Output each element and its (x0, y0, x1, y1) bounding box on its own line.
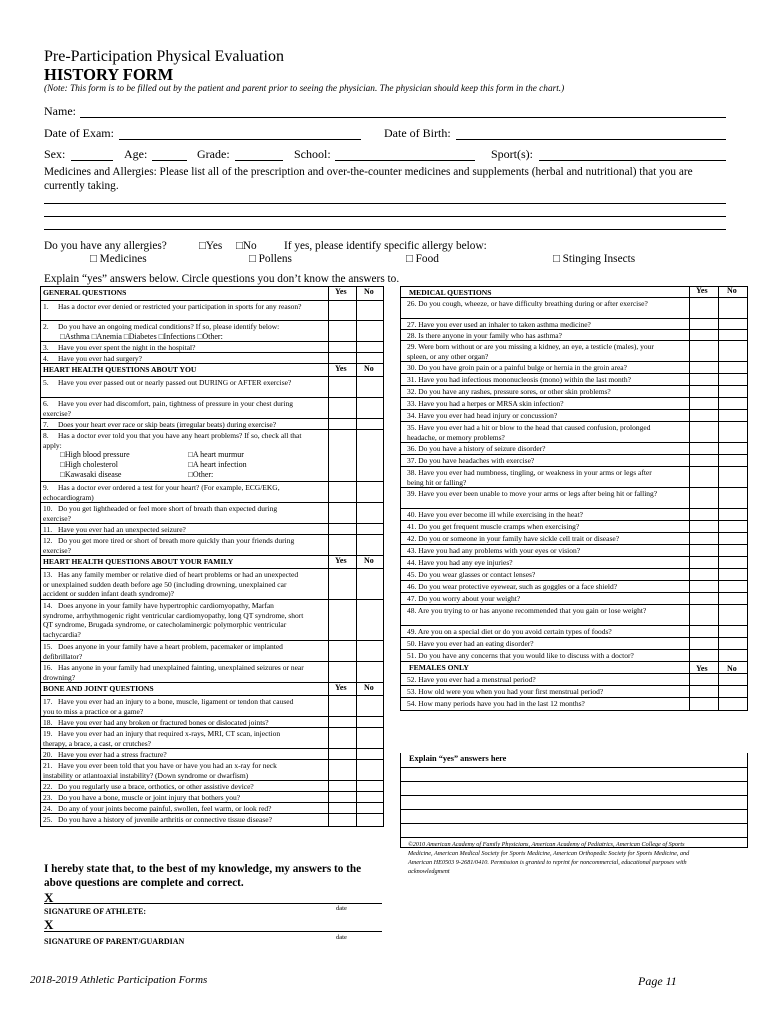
question-row[interactable]: 50. Have you ever had an eating disorder? (401, 638, 747, 650)
copyright-note: ©2010 American Academy of Family Physicians, American Academy of Pediatrics, American College of Sports Medicine, American Medical Society for Sports Medicine, American Orthopedic Society for Sports Medicine, and American HE0503 9-2681/0410. Permission is granted to reprint for noncommercial, educational purposes with acknowledgment (408, 841, 690, 875)
explain-line[interactable] (401, 782, 747, 796)
question-row[interactable]: 39. Have you ever been unable to move your arms or legs after being hit or falling? (401, 488, 747, 509)
form-note: (Note: This form is to be filled out by the patient and parent prior to seeing the physician. The physician should keep this form in the chart.) (44, 84, 565, 94)
question-row[interactable]: 48. Are you trying to or has anyone recommended that you gain or lose weight? (401, 605, 747, 626)
explain-intro: Explain “yes” answers below. Circle questions you don’t know the answers to. (44, 273, 400, 285)
question-row[interactable]: 49. Are you on a special diet or do you avoid certain types of foods? (401, 626, 747, 638)
explain-line[interactable] (401, 824, 747, 838)
athlete-date-label: date (336, 905, 347, 912)
question-row[interactable]: 53. How old were you when you had your first menstrual period? (401, 686, 747, 698)
question-row[interactable]: 16. Has anyone in your family had unexplained fainting, unexplained seizures or near drowning? (41, 662, 383, 683)
question-row[interactable]: 28. Is there anyone in your family who has asthma? (401, 330, 747, 341)
heart-you-header: HEART HEALTH QUESTIONS ABOUT YOU Yes No (41, 364, 383, 377)
yes-label: Yes (335, 287, 347, 296)
age-label: Age: (124, 147, 148, 161)
no-label: No (364, 287, 374, 296)
heart-infection-checkbox[interactable]: □A heart infection (188, 460, 247, 470)
question-row[interactable]: 2. Do you have an ongoing medical conditions? If so, please identify below: □Asthma □Anemia □Diabetes □Infections □Other: (41, 321, 383, 342)
question-row[interactable]: 20. Have you ever had a stress fracture? (41, 749, 383, 760)
sports-field[interactable] (539, 146, 726, 161)
question-row[interactable]: 15. Does anyone in your family have a heart problem, pacemaker or implanted defibrillator? (41, 641, 383, 662)
question-row[interactable]: 43. Have you had any problems with your eyes or vision? (401, 545, 747, 557)
question-row[interactable]: 22. Do you regularly use a brace, orthotics, or other assistive device? (41, 781, 383, 792)
explain-line[interactable] (401, 796, 747, 810)
name-label: Name: (44, 104, 76, 118)
right-questions-table (400, 286, 748, 711)
question-row[interactable]: 31. Have you had infectious mononucleosis (mono) within the last month? (401, 374, 747, 386)
females-header: FEMALES ONLY Yes No (401, 662, 747, 674)
sports-label: Sport(s): (491, 147, 533, 161)
question-row[interactable]: 21. Have you ever been told that you have or have you had an x-ray for neck instability or atlantoaxial instability? (Down syndrome or dwarfism) (41, 760, 383, 781)
medicines-prompt: Medicines and Allergies: Please list all of the prescription and over-the-counter medicines and supplements (herbal and nutritional) that you are currently taking. (44, 166, 693, 192)
allergy-specify-label: If yes, please identify specific allergy below: (284, 240, 487, 252)
allergy-medicines-checkbox[interactable]: □ Medicines (90, 253, 147, 265)
cholesterol-checkbox[interactable]: □High cholesterol (60, 460, 118, 470)
question-row[interactable]: 54. How many periods have you had in the last 12 months? (407, 699, 585, 708)
kawasaki-checkbox[interactable]: □Kawasaki disease (60, 470, 122, 480)
question-row[interactable]: 24. Do any of your joints become painful, swollen, feel warm, or look red? (41, 803, 383, 814)
question-row[interactable]: 52. Have you ever had a menstrual period? (401, 674, 747, 686)
question-row[interactable]: 7. Does your heart ever race or skip beats (irregular beats) during exercise? (41, 419, 383, 430)
question-row[interactable]: 40. Have you ever become ill while exercising in the heat? (401, 509, 747, 521)
name-field[interactable] (80, 103, 726, 118)
sex-label: Sex: (44, 147, 66, 161)
parent-signature-line[interactable] (44, 931, 382, 932)
question-row[interactable]: 26. Do you cough, wheeze, or have difficulty breathing during or after exercise? (401, 298, 747, 319)
question-row[interactable]: 10. Do you get lightheaded or feel more short of breath than expected during exercise? (41, 503, 383, 524)
medicines-line-1[interactable] (44, 203, 726, 204)
left-questions-table (40, 286, 384, 827)
allergy-no-checkbox[interactable]: □No (236, 240, 257, 252)
explain-line[interactable] (401, 768, 747, 782)
question-row[interactable]: 4. Have you ever had surgery? (41, 353, 383, 364)
question-row[interactable]: 51. Do you have any concerns that you would like to discuss with a doctor? (401, 650, 747, 662)
parent-signature-label: SIGNATURE OF PARENT/GUARDIAN (44, 937, 185, 946)
question-row[interactable]: 37. Do you have headaches with exercise? (401, 455, 747, 467)
explain-here-label: Explain “yes” answers here (409, 754, 507, 763)
question-row[interactable]: 6. Have you ever had discomfort, pain, tightness of pressure in your chest during exercise? (41, 398, 383, 419)
grade-field[interactable] (235, 146, 283, 161)
date-birth-label: Date of Birth: (384, 126, 451, 140)
allergy-food-checkbox[interactable]: □ Food (406, 253, 439, 265)
question-row[interactable]: 18. Have you ever had any broken or fractured bones or dislocated joints? (41, 717, 383, 728)
explain-line[interactable] (401, 810, 747, 824)
medicines-line-3[interactable] (44, 229, 726, 230)
grade-label: Grade: (197, 147, 230, 161)
question-row[interactable]: 38. Have you ever had numbness, tingling, or weakness in your arms or legs after being hit or falling? (401, 467, 747, 488)
sex-field[interactable] (71, 146, 113, 161)
question-row[interactable]: 12. Do you get more tired or short of breath more quickly than your friends during exercise? (41, 535, 383, 556)
sig-athlete-x: X (44, 890, 54, 905)
question-row[interactable]: 5. Have you ever passed out or nearly passed out DURING or AFTER exercise? (41, 377, 383, 398)
explain-box[interactable] (400, 753, 748, 848)
question-row[interactable]: 27. Have you ever used an inhaler to taken asthma medicine? (401, 319, 747, 330)
age-field[interactable] (152, 146, 187, 161)
question-row[interactable]: 33. Have you had a herpes or MRSA skin infection? (401, 398, 747, 410)
allergy-yes-checkbox[interactable]: □Yes (199, 240, 223, 252)
athlete-signature-label: SIGNATURE OF ATHLETE: (44, 907, 147, 916)
question-row[interactable]: 32. Do you have any rashes, pressure sores, or other skin problems? (401, 386, 747, 398)
question-row[interactable]: 42. Do you or someone in your family have sickle cell trait or disease? (401, 533, 747, 545)
question-row[interactable]: 11. Have you ever had an unexpected seizure? (41, 524, 383, 535)
medicines-line-2[interactable] (44, 216, 726, 217)
bone-header: BONE AND JOINT QUESTIONS Yes No (41, 683, 383, 696)
question-row[interactable]: 9. Has a doctor ever ordered a test for your heart? (For example, ECG/EKG, echocardiogram) (41, 482, 383, 503)
murmur-checkbox[interactable]: □A heart murmur (188, 450, 244, 460)
question-row[interactable]: 29. Were born without or are you missing a kidney, an eye, a testicle (males), your spleen, or any other organ? (401, 341, 747, 362)
question-row[interactable]: 36. Do you have a history of seizure disorder? (401, 443, 747, 455)
question-row[interactable]: 1. Has a doctor ever denied or restricted your participation in sports for any reason? (41, 301, 383, 321)
heart-family-header: HEART HEALTH QUESTIONS ABOUT YOUR FAMILY Yes No (41, 556, 383, 569)
statement: I hereby state that, to the best of my knowledge, my answers to the above questions are complete and correct. (44, 863, 362, 889)
school-field[interactable] (335, 146, 475, 161)
question-row[interactable]: 25. Do you have a history of juvenile arthritis or connective tissue disease? (43, 815, 272, 824)
general-title: GENERAL QUESTIONS (43, 288, 127, 297)
date-birth-field[interactable] (456, 125, 726, 140)
footer-left: 2018-2019 Athletic Participation Forms (30, 974, 208, 986)
parent-date-label: date (336, 934, 347, 941)
question-row[interactable]: 45. Do you wear glasses or contact lenses? (401, 569, 747, 581)
sig-parent-x: X (44, 917, 54, 932)
footer-page: Page 11 (638, 974, 677, 988)
question-row[interactable]: 23. Do you have a bone, muscle or joint injury that bothers you? (41, 792, 383, 803)
other-checkbox[interactable]: □Other: (188, 470, 214, 480)
medical-header: MEDICAL QUESTIONS Yes No (401, 287, 747, 298)
question-row[interactable]: 34. Have you ever had head injury or concussion? (401, 410, 747, 422)
form-subtitle: HISTORY FORM (44, 65, 174, 84)
question-row[interactable]: 47. Do you worry about your weight? (401, 593, 747, 605)
allergy-pollens-checkbox[interactable]: □ Pollens (249, 253, 292, 265)
question-row[interactable]: 19. Have you ever had an injury that required x-rays, MRI, CT scan, injection therapy, a brace, a cast, or crutches? (41, 728, 383, 749)
allergy-insects-checkbox[interactable]: □ Stinging Insects (553, 253, 636, 265)
allergy-question: Do you have any allergies? (44, 240, 167, 252)
question-row[interactable]: 46. Do you wear protective eyewear, such as goggles or a face shield? (401, 581, 747, 593)
school-label: School: (294, 147, 331, 161)
athlete-signature-line[interactable] (44, 903, 382, 904)
question-row[interactable]: 35. Have you ever had a hit or blow to the head that caused confusion, prolonged headache, or memory problems? (401, 422, 747, 443)
general-header (41, 287, 383, 301)
conditions-checkboxes[interactable]: □Asthma □Anemia □Diabetes □Infections □Other: (60, 331, 223, 341)
question-row[interactable]: 14. Does anyone in your family have hypertrophic cardiomyopathy, Marfan syndrome, arrhythmogenic right ventricular cardiomyopathy, long QT syndrome, short QT syndrome, Brugada syndrome, or catecholaminergic polymorphic ventricular tachycardia? (41, 600, 383, 641)
question-row[interactable]: 13. Has any family member or relative died of heart problems or had an unexpected or unexplained sudden death before age 50 (including drowning, unexplained car accident or sudden infant death syndrome)? (41, 569, 383, 600)
question-row[interactable]: 30. Do you have groin pain or a painful bulge or hernia in the groin area? (401, 362, 747, 374)
question-row[interactable]: 41. Do you get frequent muscle cramps when exercising? (401, 521, 747, 533)
question-row[interactable]: 44. Have you had any eye injuries? (401, 557, 747, 569)
question-row[interactable]: 17. Have you ever had an injury to a bone, muscle, ligament or tendon that caused you to miss a practice or a game? (41, 696, 383, 717)
form-title: Pre-Participation Physical Evaluation (44, 48, 284, 65)
question-row[interactable]: 8. Has a doctor ever told you that you have any heart problems? If so, check all that apply: □High blood pressure □A heart murmur □High cholesterol □A heart infection □Kawasaki disease □Other: (41, 430, 383, 482)
high-bp-checkbox[interactable]: □High blood pressure (60, 450, 130, 460)
date-exam-field[interactable] (119, 125, 361, 140)
date-exam-label: Date of Exam: (44, 126, 114, 140)
question-row[interactable]: 3. Have you ever spent the night in the hospital? (41, 342, 383, 353)
